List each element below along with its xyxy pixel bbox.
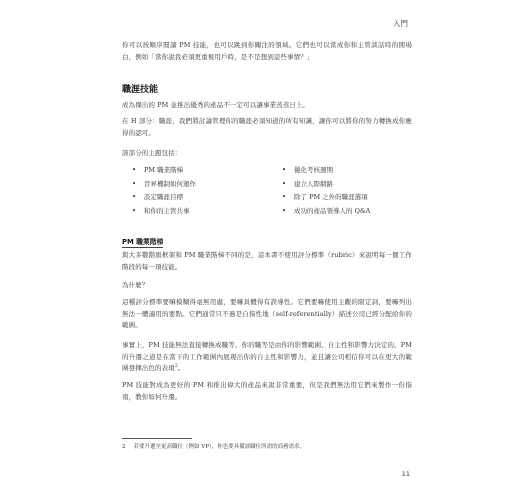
list-item: • 優化考核週期 (282, 164, 422, 178)
page-number: 11 (401, 470, 410, 478)
bullet-icon: • (282, 193, 287, 201)
bullet-icon: • (132, 193, 137, 201)
running-header: 入門 (393, 19, 408, 28)
footnote-number: 2 (122, 444, 126, 450)
bullet-icon: • (132, 166, 137, 174)
bullet-icon: • (282, 166, 287, 174)
bullet-icon: • (282, 179, 287, 188)
list-item: • 設定職涯目標 (132, 191, 282, 205)
ladder-paragraph-2: 這種評分標準要嘛模糊得毫無用處，要嘛具體得有誤導性。它們要嘛使用主觀的限定詞，要嘛列出無法一體適用的要點。它們通常只不過是自指性地（self-referentially）描述公司已經分配給你的範圍。 (122, 298, 412, 329)
list-item: • 除了 PM 之外的職涯選項 (282, 191, 422, 205)
career-paragraph-2: 在 H 部分：職涯，我們將討論管理你的職涯必須知道的所有知識，讓你可以將你的努力轉換成你應得的認可。 (122, 117, 412, 137)
list-item: • 成功的產品領導人的 Q&A (282, 205, 422, 219)
topics-list (132, 164, 422, 218)
section-heading: 職涯技能 (122, 85, 159, 95)
ladder-paragraph-1: 與大多數階級框架和 PM 職業階梯不同的是，這本書不使用評分標準（rubric）來說明每一個工作階段的每一項技能。 (122, 251, 412, 271)
footnote (122, 443, 422, 451)
footnote-reference[interactable]: 2 (174, 363, 178, 369)
footnote-text: 若要升遷至更高職位（例如 VP），你也要具備該職位所需的商務需求。 (133, 444, 306, 450)
bullet-icon: • (132, 206, 137, 215)
subsection-heading: PM 職業階梯 (122, 238, 164, 246)
ladder-paragraph-3: 事實上，PM 技能無法直接轉換成職等。你的職等是由你的影響範圍、自主性和影響力決定的。PM 的升遷之道是在當下的工作範圍內展現出你的自主性和影響力，並且讓公司相信你可以在更大的範圍發揮出色的表現$^2$。 (122, 341, 412, 372)
bullet-icon: • (132, 179, 137, 188)
ladder-question: 為什麼？ (122, 281, 149, 289)
list-item: • PM 職業階梯 (132, 164, 282, 178)
list-item: • 晉昇機制如何運作 (132, 178, 282, 192)
ladder-paragraph-4: PM 技能對成為更好的 PM 和推出偉大的產品來說非常重要，但是我們無法用它們來製作一份指南，教你如何升遷。 (122, 381, 412, 401)
topics-lead-in: 該部分的主題包括： (122, 149, 182, 157)
footnote-divider (122, 438, 192, 439)
career-paragraph-1: 成為傑出的 PM 並推出優秀的產品不一定可以讓事業蒸蒸日上。 (122, 101, 310, 109)
bullet-icon: • (282, 206, 287, 215)
list-item: • 和你的主管共事 (132, 205, 282, 219)
list-item: • 建立人際網路 (282, 178, 422, 192)
intro-paragraph: 你可以按順序閱讀 PM 技能，也可以跳到你關注的領域。它們也可以當成你和主管談話時的開場白，例如「當你說我必須更重視用戶時，是不是想到這些事情？」 (122, 41, 412, 61)
